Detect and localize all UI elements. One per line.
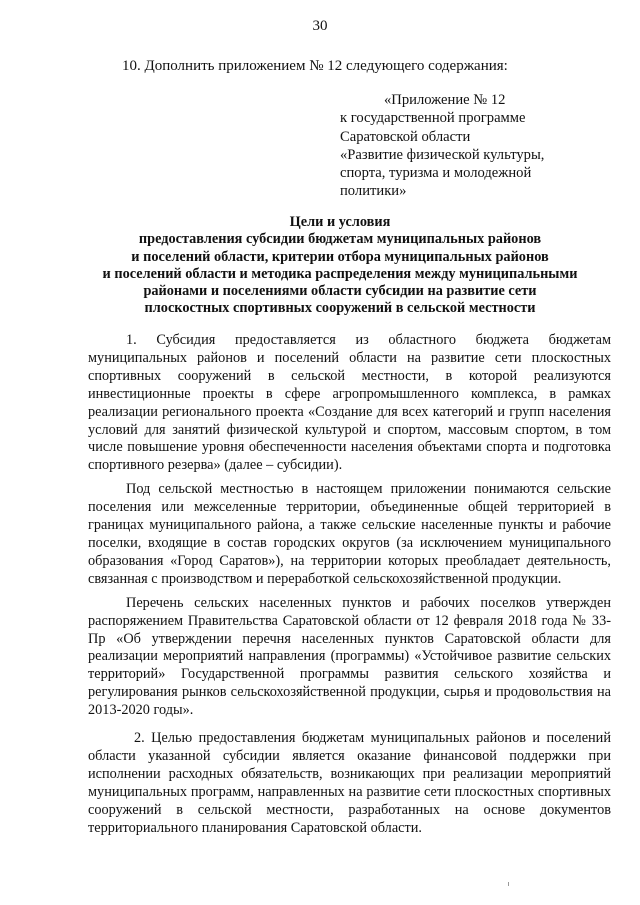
appendix-header: [340, 91, 610, 201]
appendix-line: спорта, туризма и молодежной: [340, 165, 532, 182]
paragraph: 1. Субсидия предоставляется из областного бюджета бюджетам муниципальных районов и поселений области на развитие сети плоскостных спортивных сооружений в сельской местности, в которой реализуются инвестиционные проекты в сфере агропромышленного комплекса, в рамках реализации регионального проекта «Создание для всех категорий и групп населения условий для занятий физической культурой и спортом, массовым спортом, в том числе повышение уровня обеспеченности населения объектами спорта и подготовка спортивного резерва» (далее – субсидии).: [88, 332, 611, 474]
page-number: 30: [312, 18, 328, 34]
heading-line: плоскостных спортивных сооружений в сельской местности: [144, 300, 536, 317]
paragraph: Под сельской местностью в настоящем приложении понимаются сельские поселения или межселенные территории, объединенные общей территорией в границах муниципального района, а также сельские населенные пункты и рабочие поселки, входящие в состав городских округов (за исключением муниципального образования «Город Саратов»), на территории которых преобладает деятельность, связанная с производством и переработкой сельскохозяйственной продукции.: [88, 481, 611, 587]
heading-line: и поселений области и методика распределения между муниципальными: [102, 265, 578, 282]
appendix-line: Саратовской области: [340, 128, 471, 145]
body-text: [88, 332, 611, 843]
appendix-line: политики»: [340, 183, 407, 200]
appendix-line: «Приложение № 12: [384, 92, 506, 108]
paragraph: 2. Целью предоставления бюджетам муниципальных районов и поселений области указанной субсидии является оказание финансовой поддержки при исполнении расходных обязательств, возникающих при реализации мероприятий муниципальных программ, направленных на развитие сети плоскостных спортивных сооружений в сельской местности, разработанных на основе документов территориального планирования Саратовской области.: [88, 730, 611, 836]
appendix-line: «Развитие физической культуры,: [340, 146, 545, 163]
appendix-line: к государственной программе: [340, 110, 526, 127]
section-heading: [70, 214, 610, 318]
heading-line: предоставления субсидии бюджетам муниципальных районов: [138, 231, 542, 248]
heading-line: районами и поселениями области субсидии на развитие сети: [143, 283, 537, 300]
heading-line: и поселений области, критерии отбора муниципальных районов: [131, 248, 549, 265]
paragraph: Перечень сельских населенных пунктов и рабочих поселков утвержден распоряжением Правительства Саратовской области от 12 февраля 2018 года № 33-Пр «Об утверждении перечня населенных пунктов Саратовской области для реализации мероприятий направления (программы) «Устойчивое развитие сельских территорий» Государственной программы развития сельского хозяйства и регулирования рынков сельскохозяйственной продукции, сырья и продовольствия на 2013-2020 годы».: [88, 594, 611, 719]
intro-line: 10. Дополнить приложением № 12 следующего содержания:: [122, 58, 508, 74]
heading-line: Цели и условия: [289, 214, 391, 230]
scan-mark: [508, 882, 509, 886]
